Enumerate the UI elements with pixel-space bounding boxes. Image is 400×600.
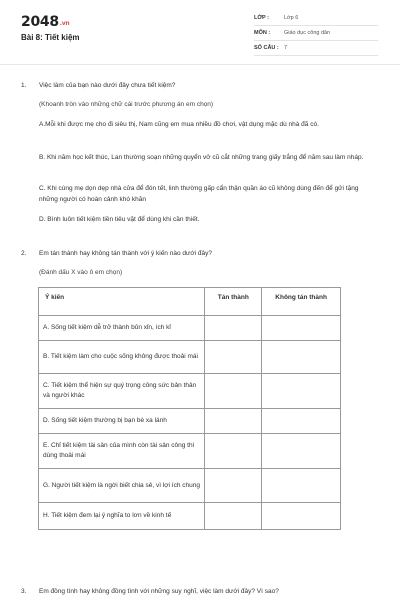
site-logo[interactable] (21, 14, 69, 30)
logo-text: 2048 (21, 14, 59, 30)
opinion-h: H. Tiết kiệm đem lại ý nghĩa to lơn về kinh tế (39, 503, 205, 530)
meta-count-label: SỐ CÂU : (254, 45, 279, 51)
agree-cell-d[interactable] (205, 409, 262, 434)
q2-question: Em tán thành hay không tán thành với ý kiến nào dưới đây? (39, 250, 212, 257)
meta-subject-label: MÔN : (254, 30, 271, 36)
opinion-table (38, 287, 341, 530)
q1-option-d[interactable]: D. Bình luôn tiết kiệm tiền tiêu vặt để dùng khi cần thiết. (39, 216, 200, 223)
opinion-b: B. Tiết kiệm làm cho cuộc sống không được thoải mái (39, 341, 205, 374)
table-row (39, 434, 341, 469)
agree-cell-b[interactable] (205, 341, 262, 374)
agree-cell-c[interactable] (205, 374, 262, 409)
disagree-cell-b[interactable] (262, 341, 341, 374)
opinion-g: G. Người tiết kiệm là ngời biết chia sẻ, vì lợi ích chung (39, 469, 205, 503)
meta-class-label: LỚP : (254, 15, 269, 21)
logo-suffix: .vn (59, 20, 70, 27)
disagree-cell-g[interactable] (262, 469, 341, 503)
table-row (39, 316, 341, 341)
table-row (39, 374, 341, 409)
worksheet-header (0, 0, 400, 62)
q1-option-c[interactable]: C. Khi cùng mẹ dọn dẹp nhà cửa để đón tết, linh thường gấp cẩn thận quần áo cũ không dùng đến để gửi tặng những người có hoàn cảnh khó khăn (39, 185, 359, 203)
q2-number: 2. (21, 250, 27, 257)
disagree-cell-c[interactable] (262, 374, 341, 409)
table-row (39, 409, 341, 434)
lesson-title: Bài 8: Tiết kiệm (21, 33, 80, 42)
agree-cell-a[interactable] (205, 316, 262, 341)
meta-class (254, 14, 378, 26)
disagree-cell-d[interactable] (262, 409, 341, 434)
header-divider (0, 64, 400, 65)
q1-question: Việc làm của bạn nào dưới đây chưa tiết kiệm? (39, 82, 176, 89)
opinion-e: E. Chỉ tiết kiệm tài sản của mình còn tài sản công thì dùng thoải mái (39, 434, 205, 469)
table-header-row (39, 288, 341, 316)
meta-subject-value: Giáo dục công dân (284, 30, 331, 36)
q2-instruction: (Đánh dấu X vào ô em chọn) (39, 269, 123, 276)
q3-number: 3. (21, 588, 27, 595)
header-agree: Tán thành (205, 288, 262, 316)
disagree-cell-a[interactable] (262, 316, 341, 341)
disagree-cell-e[interactable] (262, 434, 341, 469)
header-opinion: Ý kiến (39, 288, 205, 316)
header-disagree: Không tán thành (262, 288, 341, 316)
opinion-d: D. Sống tiết kiệm thường bị bạn bè xa lánh (39, 409, 205, 434)
q3-question: Em đồng tình hay không đồng tình với những suy nghĩ, việc làm dưới đây? Vì sao? (39, 588, 279, 595)
agree-cell-e[interactable] (205, 434, 262, 469)
agree-cell-h[interactable] (205, 503, 262, 530)
meta-count (254, 44, 378, 56)
q1-number: 1. (21, 82, 27, 89)
meta-class-value: Lớp 6 (284, 15, 299, 21)
opinion-c: C. Tiết kiệm thể hiện sự quý trọng công sức bản thân và người khác (39, 374, 205, 409)
disagree-cell-h[interactable] (262, 503, 341, 530)
meta-subject (254, 29, 378, 41)
meta-count-value: 7 (284, 45, 288, 51)
table-row (39, 469, 341, 503)
q1-option-a[interactable]: A.Mỗi khi được mẹ cho đi siêu thị, Nam cũng em mua nhiều đồ chơi, vật dụng mặc dù nhà đã có. (39, 121, 319, 128)
agree-cell-g[interactable] (205, 469, 262, 503)
opinion-a: A. Sống tiết kiệm dễ trở thành bủn xỉn, ích kỉ (39, 316, 205, 341)
q1-option-b[interactable]: B. Khi năm học kết thúc, Lan thường soạn những quyển vở cũ cắt những trang giấy trắng để năm sau làm nháp. (39, 154, 364, 161)
table-row (39, 341, 341, 374)
table-row (39, 503, 341, 530)
q1-instruction: (Khoanh tròn vào những chữ cái trước phương án em chọn) (39, 101, 214, 108)
